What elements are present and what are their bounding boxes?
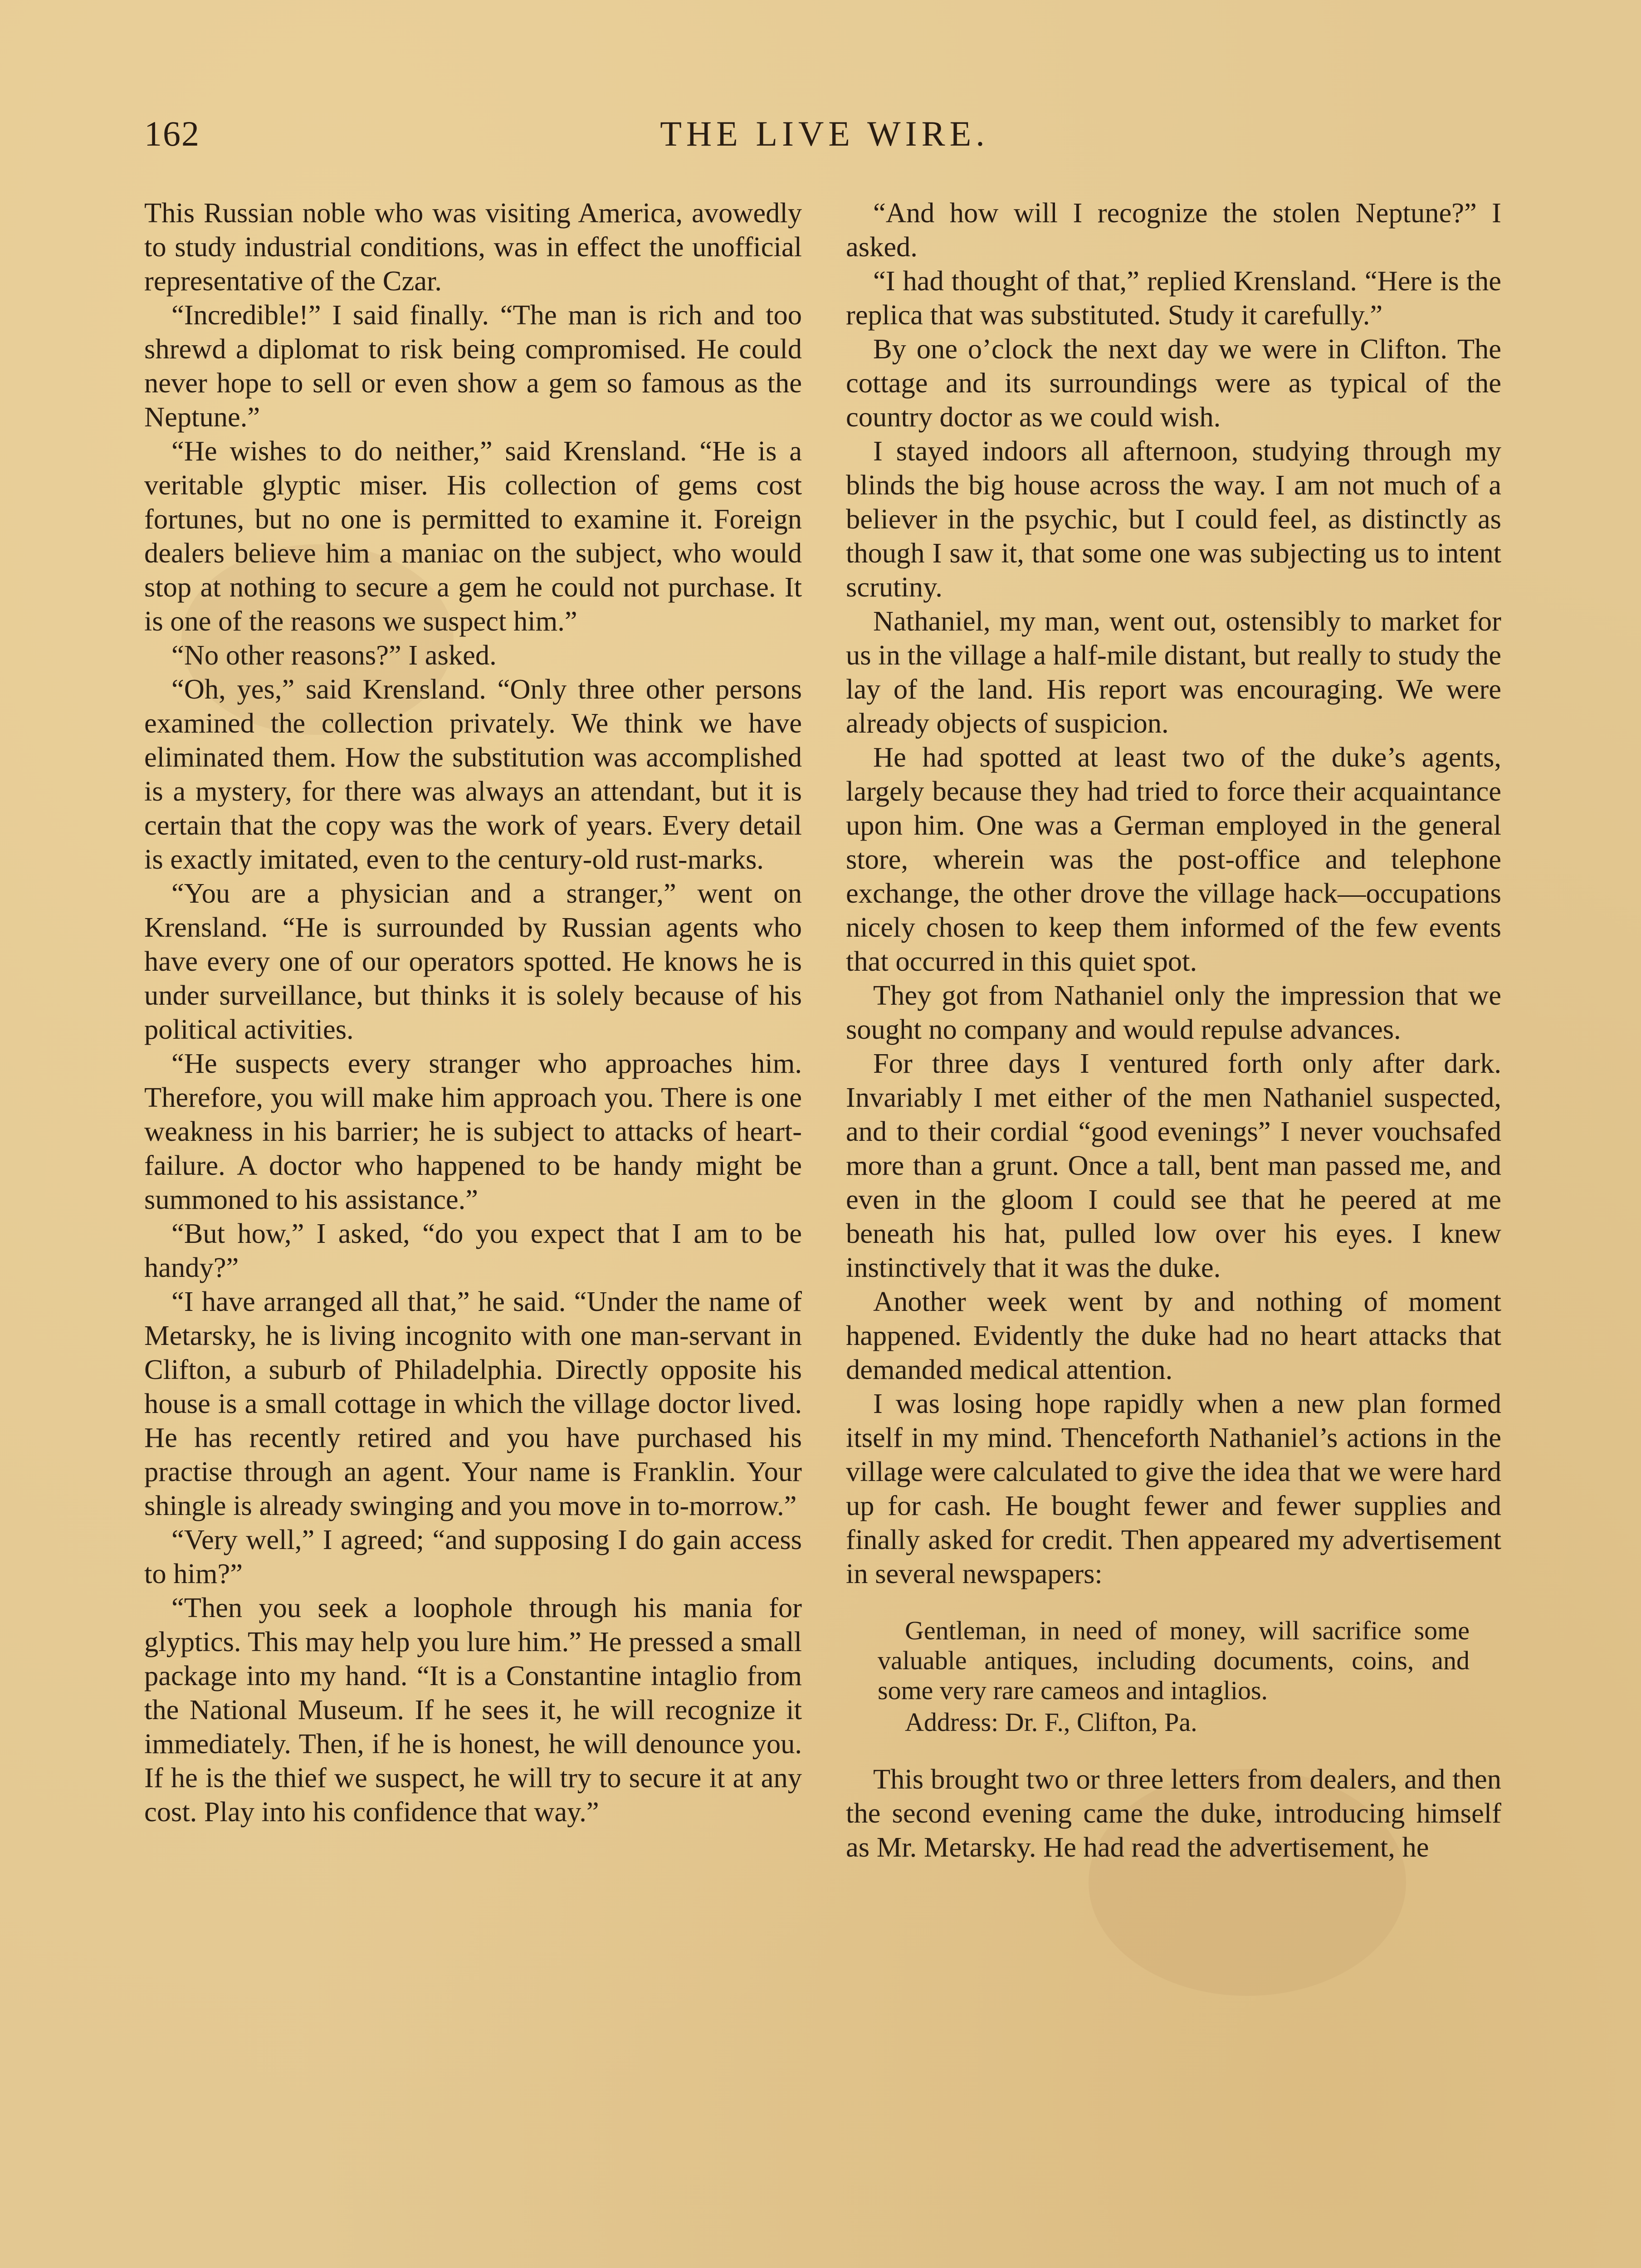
paragraph: Another week went by and nothing of moment happened. Evidently the duke had no heart attacks that demanded medical attention.	[846, 1286, 1501, 1385]
paragraph: “He wishes to do neither,” said Krensland. “He is a veritable glyptic miser. His collection of gems cost fortunes, but no one is permitted to examine it. Foreign dealers believe him a maniac on the subject, who would stop at nothing to secure a gem he could not purchase. It is one of the reasons we suspect him.”	[144, 435, 802, 637]
advertisement-address: Address: Dr. F., Clifton, Pa.	[905, 1707, 1197, 1737]
paragraph: They got from Nathaniel only the impression that we sought no company and would repulse advances.	[846, 979, 1501, 1045]
paragraph: “I had thought of that,” replied Krensland. “Here is the replica that was substituted. Study it carefully.”	[846, 265, 1501, 331]
paragraph: He had spotted at least two of the duke’s agents, largely because they had tried to force their acquaintance upon him. One was a German employed in the general store, wherein was the post-office and telephone exchange, the other drove the village hack—occupations nicely chosen to keep them informed of the few events that occurred in this quiet spot.	[846, 741, 1501, 977]
left-column	[144, 196, 802, 1829]
paragraph: “Oh, yes,” said Krensland. “Only three other persons examined the collection privately. We think we have eliminated them. How the substitution was accomplished is a mystery, for there was always an attendant, but it is certain that the copy was the work of years. Every detail is exactly imitated, even to the century-old rust-marks.	[144, 673, 802, 875]
paragraph: I stayed indoors all afternoon, studying through my blinds the big house across the way. I am not much of a believer in the psychic, but I could feel, as distinctly as though I saw it, that some one was subjecting us to intent scrutiny.	[846, 435, 1501, 603]
paragraph: This brought two or three letters from dealers, and then the second evening came the duke, introducing himself as Mr. Metarsky. He had read the advertisement, he	[846, 1763, 1501, 1863]
paragraph: “You are a physician and a stranger,” went on Krensland. “He is surrounded by Russian agents who have every one of our operators spotted. He knows he is under surveillance, but thinks it is solely because of his political activities.	[144, 877, 802, 1045]
advertisement	[878, 1616, 1470, 1737]
paragraph: This Russian noble who was visiting America, avowedly to study industrial conditions, was in effect the unofficial representative of the Czar.	[144, 197, 802, 297]
paragraph: “He suspects every stranger who approaches him. Therefore, you will make him approach you. There is one weakness in his barrier; he is subject to attacks of heart-failure. A doctor who happened to be handy might be summoned to his assistance.”	[144, 1047, 802, 1215]
paragraph: “Incredible!” I said finally. “The man is rich and too shrewd a diplomat to risk being compromised. He could never hope to sell or even show a gem so famous as the Neptune.”	[144, 299, 802, 433]
paragraph: “Then you seek a loophole through his mania for glyptics. This may help you lure him.” He pressed a small package into my hand. “It is a Constantine intaglio from the National Museum. If he sees it, he will recognize it immediately. Then, if he is honest, he will denounce you. If he is the thief we suspect, he will try to secure it at any cost. Play into his confidence that way.”	[144, 1592, 802, 1828]
paragraph: “And how will I recognize the stolen Neptune?” I asked.	[846, 197, 1501, 263]
paragraph: For three days I ventured forth only after dark. Invariably I met either of the men Nathaniel suspected, and to their cordial “good evenings” I never vouchsafed more than a grunt. Once a tall, bent man passed me, and even in the gloom I could see that he peered at me beneath his hat, pulled low over his eyes. I knew instinctively that it was the duke.	[846, 1047, 1501, 1283]
advertisement-body: Gentleman, in need of money, will sacrifice some valuable antiques, including documents, coins, and some very rare cameos and intaglios.	[878, 1616, 1470, 1705]
running-title: THE LIVE WIRE.	[660, 114, 989, 153]
paragraph: “No other reasons?” I asked.	[171, 639, 497, 671]
paragraph: “But how,” I asked, “do you expect that I am to be handy?”	[144, 1217, 802, 1283]
paragraph: “Very well,” I agreed; “and supposing I do gain access to him?”	[144, 1524, 802, 1589]
paragraph: I was losing hope rapidly when a new plan formed itself in my mind. Thenceforth Nathaniel’s actions in the village were calculated to give the idea that we were hard up for cash. He bought fewer and fewer supplies and finally asked for credit. Then appeared my advertisement in several newspapers:	[846, 1388, 1501, 1589]
paragraph: Nathaniel, my man, went out, ostensibly to market for us in the village a half-mile distant, but really to study the lay of the land. His report was encouraging. We were already objects of suspicion.	[846, 605, 1501, 739]
paragraph: By one o’clock the next day we were in Clifton. The cottage and its surroundings were as typical of the country doctor as we could wish.	[846, 333, 1501, 433]
paragraph: “I have arranged all that,” he said. “Under the name of Metarsky, he is living incognito with one man-servant in Clifton, a suburb of Philadelphia. Directly opposite his house is a small cottage in which the village doctor lived. He has recently retired and you have purchased his practise through an agent. Your name is Franklin. Your shingle is already swinging and you move in to-morrow.”	[144, 1286, 802, 1521]
right-column	[846, 196, 1501, 1864]
page-header	[144, 113, 1505, 163]
page-number: 162	[144, 114, 200, 153]
